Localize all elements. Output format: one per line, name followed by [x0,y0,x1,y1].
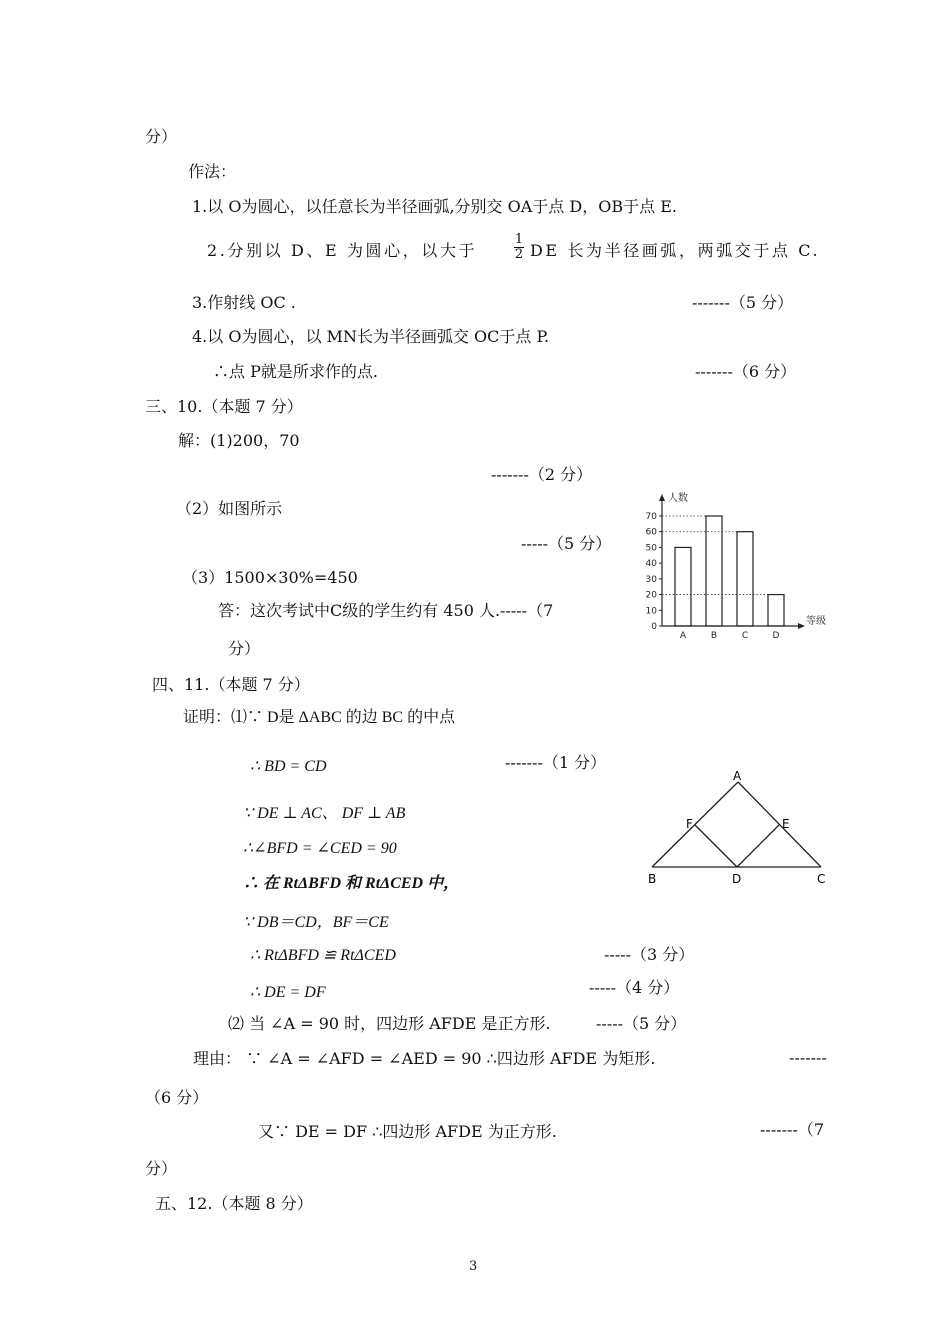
label-d: D [732,872,742,886]
section-five-heading: 五、12.（本题 8 分） [155,1194,313,1213]
q10-answer-cont: 分） [228,639,261,658]
section-three-heading: 三、10.（本题 7 分） [145,397,303,416]
proof-de-df: ∴ DE = DF [250,984,326,1001]
q10-part2: （2）如图所示 [176,499,283,518]
fraction-denominator: 2 [514,247,524,262]
proof-score-4: -----（4 分） [589,978,680,997]
step-2b: DE 长为半径画弧，两弧交于点 C. [530,241,821,260]
proof-line-1: 证明：⑴∵ D是 ΔABC 的边 BC 的中点 [183,709,456,726]
q10-part1: 解：(1)200，70 [178,431,300,450]
y-tick-label: 40 [645,559,657,570]
x-axis-label: 等级 [806,616,826,627]
q10-answer: 答：这次考试中C级的学生约有 450 人.-----（7 [218,601,554,620]
x-axis-arrow [798,623,805,629]
bar-d [768,595,784,626]
segment-fd [695,825,737,867]
step-4: 4.以 O为圆心，以 MN长为半径画弧交 OC于点 P. [192,327,550,346]
y-tick-label: 0 [651,622,657,632]
bar-c [737,532,753,626]
score-6-step4: -------（6 分） [695,362,797,381]
bar-b [706,516,722,626]
category-label: B [710,631,718,641]
y-tick-label: 30 [645,574,657,585]
triangle-figure [638,770,838,890]
label-b: B [648,872,657,886]
bar-a [675,547,691,626]
step-3: 3.作射线 OC . [192,293,296,312]
y-axis-arrow [659,494,665,501]
y-tick-label: 50 [645,543,657,554]
y-tick-label: 10 [645,606,657,617]
category-label: C [741,631,749,641]
proof-score-6: （6 分） [145,1088,209,1107]
category-label: D [772,631,780,641]
y-tick-label: 20 [645,590,657,601]
y-tick-label: 70 [645,512,657,522]
label-c: C [817,872,826,886]
fraction-one-half [512,233,526,262]
proof-right-angles: ∴∠BFD = ∠CED = 90 [243,840,397,857]
proof-score-1: -------（1 分） [505,753,607,772]
proof-reason: 理由： ∵ ∠A = ∠AFD = ∠AED = 90 ∴四边形 AFDE 为矩形. [193,1049,656,1068]
proof-part2: ⑵ 当 ∠A = 90 时，四边形 AFDE 是正方形. [228,1014,551,1033]
bar-chart [630,485,835,645]
proof-db-cd: ∵ DB＝CD，BF＝CE [243,914,389,931]
y-axis-label: 人数 [668,493,688,504]
page-number: 3 [469,1259,478,1274]
line-zuofa: 作法： [188,162,237,181]
step-2a: 2.分别以 D、E 为圆心，以大于 [207,241,478,260]
fraction-numerator: 1 [514,232,524,247]
q10-part3: （3）1500×30%=450 [182,568,358,587]
proof-score-3: -----（3 分） [604,945,695,964]
label-a: A [733,770,742,783]
proof-bd-cd: ∴ BD = CD [250,758,327,775]
label-f: F [686,817,693,831]
y-tick-label: 60 [645,527,657,538]
q10-score-5: -----（5 分） [521,534,612,553]
section-four-heading: 四、11.（本题 7 分） [152,675,310,694]
proof-score-7: -------（7 [760,1120,825,1139]
conclusion-p: ∴点 P就是所求作的点. [213,362,378,381]
step-1: 1.以 O为圆心，以任意长为半径画弧,分别交 OA于点 D，OB于点 E. [192,197,677,216]
proof-congruent: ∴ RtΔBFD ≌ RtΔCED [250,947,396,964]
proof-score-5: -----（5 分） [596,1014,687,1033]
line-fen-top: 分） [145,127,178,146]
proof-score-6-dashes: ------- [789,1048,827,1067]
category-label: A [679,631,687,641]
proof-perpendicular: ∵ DE ⊥ AC、 DF ⊥ AB [243,805,406,822]
score-5-step3: -------（5 分） [692,293,794,312]
q10-score-2: -------（2 分） [491,465,593,484]
proof-in-triangles: ∴ 在 RtΔBFD 和 RtΔCED 中， [243,875,460,892]
label-e: E [782,817,790,831]
proof-square: 又∵ DE = DF ∴四边形 AFDE 为正方形. [258,1122,557,1141]
segment-de [737,825,779,867]
proof-score-7-cont: 分） [145,1159,178,1178]
